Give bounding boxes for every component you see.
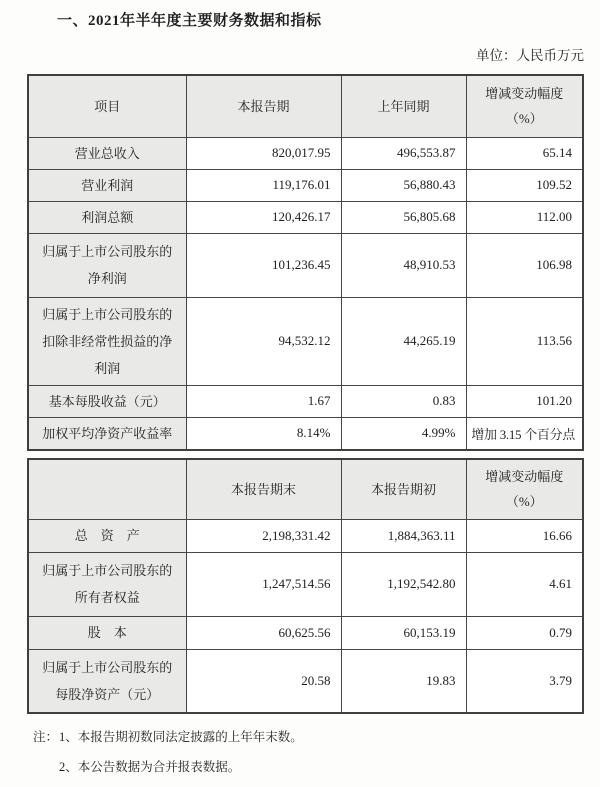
value-change: 65.14 [466,137,583,169]
unit-label: 单位：人民币万元 [476,48,584,63]
header-item: 项目 [28,75,186,137]
value-change: 109.52 [466,169,583,201]
value-begin: 1,884,363.11 [341,519,466,552]
header-empty [28,459,186,519]
table-row [28,417,583,450]
row-label: 归属于上市公司股东的净利润 [28,233,186,297]
table-row [28,616,583,649]
value-current: 94,532.12 [186,297,341,385]
table-row [28,233,583,297]
row-label: 归属于上市公司股东的每股净资产（元） [28,649,186,713]
page-title: 一、2021年半年度主要财务数据和指标 [57,13,322,29]
value-begin: 19.83 [341,649,466,713]
table-gap [0,451,600,458]
row-label: 股 本 [28,616,186,649]
header-change-line2: （%） [505,494,543,510]
row-label: 营业利润 [28,169,186,201]
header-change-pct [466,75,583,137]
income-indicators-table [27,74,584,451]
value-prior: 0.83 [341,385,466,417]
value-current: 820,017.95 [186,137,341,169]
value-change: 106.98 [466,233,583,297]
footnote-items [59,727,303,787]
value-current: 120,426.17 [186,201,341,233]
value-change: 0.79 [466,616,583,649]
header-change-line1: 增减变动幅度 [485,86,564,102]
header-prior-period: 上年同期 [341,75,466,137]
value-prior: 56,880.43 [341,169,466,201]
value-current: 119,176.01 [186,169,341,201]
row-label: 加权平均净资产收益率 [28,417,186,450]
header-period-begin: 本报告期初 [341,459,466,519]
value-current: 1.67 [186,385,341,417]
header-change-line1: 增减变动幅度 [485,469,564,485]
value-change: 101.20 [466,385,583,417]
value-change: 16.66 [466,519,583,552]
value-prior: 4.99% [341,417,466,450]
row-label: 利润总额 [28,201,186,233]
table-row [28,385,583,417]
value-prior: 56,805.68 [341,201,466,233]
table-row [28,297,583,385]
value-begin: 60,153.19 [341,616,466,649]
table-header-row [28,75,583,137]
row-label: 营业总收入 [28,137,186,169]
header-change-line2: （%） [505,111,543,127]
value-prior: 44,265.19 [341,297,466,385]
row-label: 归属于上市公司股东的所有者权益 [28,552,186,616]
table-row [28,169,583,201]
row-label: 基本每股收益（元） [28,385,186,417]
table-row [28,201,583,233]
value-end: 1,247,514.56 [186,552,341,616]
value-end: 60,625.56 [186,616,341,649]
table-row [28,519,583,552]
value-end: 2,198,331.42 [186,519,341,552]
value-end: 20.58 [186,649,341,713]
header-period-end: 本报告期末 [186,459,341,519]
footnote-prefix: 注： [33,730,59,744]
value-change: 增加 3.15 个百分点 [466,417,583,450]
header-current-period: 本报告期 [186,75,341,137]
value-current: 101,236.45 [186,233,341,297]
value-change: 112.00 [466,201,583,233]
value-prior: 496,553.87 [341,137,466,169]
footnote-item: 1、本报告期初数同法定披露的上年年末数。 [59,730,303,744]
header-change-pct [466,459,583,519]
value-begin: 1,192,542.80 [341,552,466,616]
table-row [28,137,583,169]
table-row [28,649,583,713]
value-change: 113.56 [466,297,583,385]
table-row [28,552,583,616]
balance-indicators-table [27,458,584,714]
value-prior: 48,910.53 [341,233,466,297]
row-label: 总 资 产 [28,519,186,552]
value-change: 3.79 [466,649,583,713]
table-header-row [28,459,583,519]
footnote-item: 2、本公告数据为合并报表数据。 [59,760,241,774]
value-current: 8.14% [186,417,341,450]
value-change: 4.61 [466,552,583,616]
row-label: 归属于上市公司股东的扣除非经常性损益的净利润 [28,297,186,385]
footnotes [33,727,600,787]
